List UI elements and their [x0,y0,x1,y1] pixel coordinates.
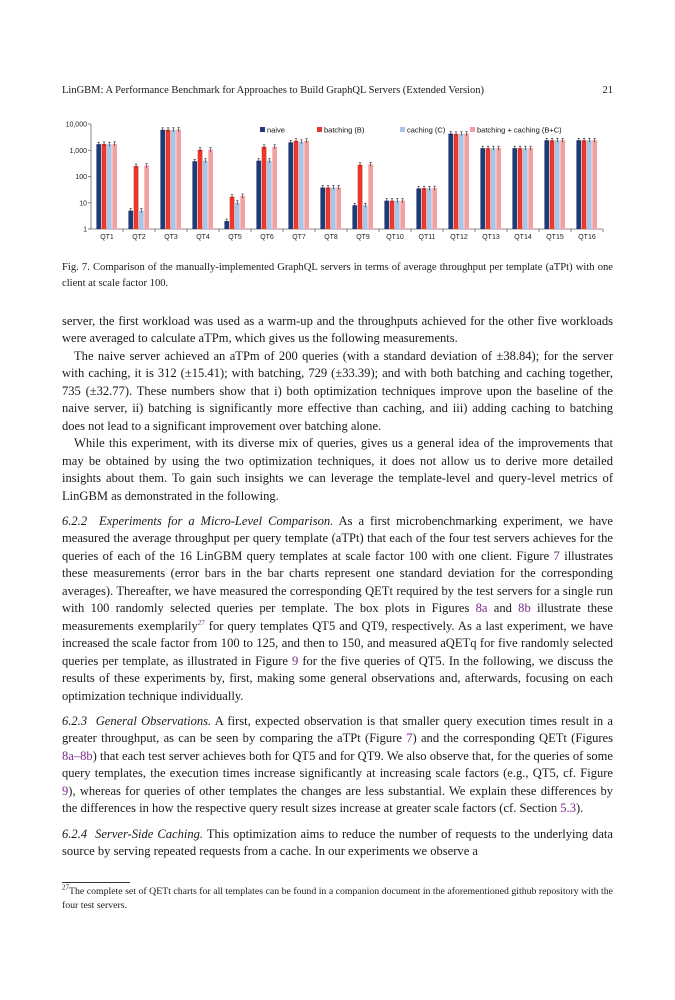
bar-qt14-1 [518,148,523,229]
legend-label: batching + caching (B+C) [477,125,562,135]
figure-ref-link[interactable]: 9 [62,783,69,798]
bar-qt4-0 [192,161,197,229]
section-number: 6.2.2 [62,513,88,528]
bar-qt7-2 [299,142,304,229]
section-number: 6.2.3 [62,713,88,728]
x-tick-label: QT13 [482,234,500,241]
running-head [62,85,613,101]
throughput-chart [62,112,614,252]
section-heading: Server-Side Caching. [95,826,204,841]
bar-qt6-1 [262,147,267,229]
bar-qt14-0 [512,148,517,229]
text-run: for the five queries of QT5. In the following, we discuss the results of these experiments by, first, making some general observations and, afterwards, focusing on each optimization technique individually. [62,653,614,703]
paragraph: The naive server achieved an aTPm of 200 queries (with a standard deviation of ±38.84); for the server with caching, it is 312 (±15.41); with batching, 729 (±33.39); and with both batching and caching together, 735 (±32.77). These numbers show that i) both optimization techniques improve upon the baseline of the naive server, ii) batching is significantly more effective than caching, and iii) adding caching to batching does not lead to a significant improvement over batching alone. [62,348,613,433]
bar-qt14-2 [523,148,528,229]
bar-qt10-0 [384,201,389,229]
figure-ref-link[interactable]: 9 [292,653,299,668]
x-tick-label: QT15 [546,234,564,241]
x-tick-label: QT3 [164,234,178,241]
x-tick-label: QT14 [514,234,532,241]
legend-swatch [260,127,265,132]
x-tick-label: QT16 [578,234,596,241]
section-heading: Experiments for a Micro-Level Comparison. [99,513,334,528]
text-run: ) and the corresponding QETt (Figures [412,731,613,746]
figure-ref-link[interactable]: 8a–8b [62,748,93,763]
bar-qt9-0 [352,205,357,229]
bar-qt16-3 [592,140,597,229]
bar-qt16-0 [576,140,581,229]
bar-qt2-1 [134,166,139,229]
figure-ref-link[interactable]: 8b [518,601,531,616]
bar-qt4-2 [203,161,208,229]
footnote-mark: 27 [62,883,69,892]
bar-qt5-1 [230,197,235,229]
section-6-2-2 [62,513,613,705]
x-tick-label: QT9 [356,234,370,241]
bar-qt15-1 [550,140,555,229]
bar-qt3-0 [160,130,165,229]
bar-qt13-3 [496,148,501,229]
bar-qt11-1 [422,188,427,229]
bar-qt14-3 [528,148,533,229]
text-run: illustrates these measurements (error bars in the bar charts represent one standard deviation for the corresponding averages). Thereafter, we have measured the corresponding QETt required by the test servers for a single run with 100 randomly selected queries per template. The box plots in Figures [62,548,613,616]
bar-qt1-0 [96,144,101,229]
bar-qt4-1 [198,150,203,229]
paragraph: server, the first workload was used as a warm-up and the throughputs achieved for the other five workloads were averaged to calculate aTPm, which gives us the following measurements. [62,314,613,346]
y-tick-label: 100 [75,174,87,181]
bar-qt10-1 [390,201,395,229]
x-tick-label: QT12 [450,234,468,241]
bar-qt11-0 [416,188,421,229]
bar-qt5-3 [240,196,245,229]
bar-qt13-0 [480,148,485,229]
bar-qt12-0 [448,134,453,229]
bar-chart-svg [62,112,614,252]
x-tick-label: QT11 [418,234,436,241]
bar-qt13-1 [486,148,491,229]
legend-label: batching (B) [324,125,365,135]
bar-qt5-2 [235,203,240,229]
bar-qt4-3 [208,150,213,229]
bar-qt3-2 [171,130,176,229]
text-run: and [487,601,519,616]
legend-label: caching (C) [407,125,446,135]
bar-qt6-0 [256,161,261,229]
bar-qt8-1 [326,188,331,229]
bar-qt16-2 [587,140,592,229]
bar-qt8-3 [336,188,341,229]
text-run: This optimization aims to reduce the number of requests to the underlying data source by serving repeated requests from a cache. In our experiments we observe a [62,826,613,859]
text-run: illustrate these measurements exemplarily [62,601,613,633]
paragraph: While this experiment, with its diverse mix of queries, gives us a general idea of the improvements that may be obtained by using the two optimization techniques, it does not allow us to derive more detailed insights about them. To gain such insights we can leverage the template-level and query-level metrics of LinGBM as demonstrated in the following. [62,436,613,503]
bar-qt16-1 [582,140,587,229]
text-run: ). [575,801,584,816]
figure-ref-link[interactable]: 8a [475,601,488,616]
y-tick-label: 10,000 [65,121,87,129]
text-run: As a first microbenchmarking experiment, we have measured the average throughput per query template (aTPt) that each of the four test servers achieves for the queries of each of the 16 LinGBM query templates at scale factor 100 with one client. Figure [62,513,613,563]
section-heading: General Observations. [95,713,212,728]
bar-qt13-2 [491,148,496,229]
bar-qt11-3 [432,188,437,229]
x-tick-label: QT2 [132,234,146,241]
bar-qt9-2 [363,205,368,229]
footnote-ref-link[interactable]: 27 [197,618,205,627]
x-tick-label: QT1 [100,234,114,241]
bar-qt11-2 [427,188,432,229]
section-ref-link[interactable]: 5.3 [560,801,576,816]
legend-swatch [400,127,405,132]
bar-qt1-2 [107,144,112,229]
x-tick-label: QT4 [196,234,210,241]
y-tick-label: 1 [83,226,87,234]
section-number: 6.2.4 [62,826,88,841]
bar-qt12-1 [454,134,459,229]
bar-qt8-0 [320,188,325,229]
paper-title-header: LinGBM: A Performance Benchmark for Approaches to Build GraphQL Servers (Extended Version) [62,85,484,96]
bar-qt15-0 [544,140,549,229]
text-run: ) that each test server achieves both for QT5 and for QT9. We also observe that, for the queries of some query templates, the execution times increase significantly at increasing scale factors (e.g., QT5, cf. Figure [62,748,613,781]
bar-qt15-2 [555,140,560,229]
y-tick-label: 10 [79,200,87,208]
text-run: A first, expected observation is that smaller query execution times result in a greater throughput, as can be seen by comparing the aTPt (Figure [62,713,613,746]
bar-qt10-3 [400,201,405,229]
bar-qt7-1 [294,141,299,229]
x-tick-label: QT5 [228,234,242,241]
y-tick-label: 1,000 [69,147,87,155]
bar-qt1-1 [102,144,107,229]
bar-qt9-3 [368,164,373,229]
footnote-text: The complete set of QETt charts for all templates can be found in a companion document in the aforementioned github repository with the four test servers. [62,886,613,911]
bar-qt10-2 [395,201,400,229]
bar-qt9-1 [358,165,363,229]
section-6-2-4 [62,826,613,861]
figure-caption: Fig. 7. Comparison of the manually-implemented GraphQL servers in terms of average throughput per template (aTPt) with one client at scale factor 100. [62,262,613,289]
footnote-divider [62,882,130,883]
bar-qt3-1 [166,130,171,229]
bar-qt2-3 [144,166,149,229]
bar-qt6-3 [272,147,277,229]
bar-qt7-0 [288,142,293,229]
bar-qt2-2 [139,211,144,229]
text-run: for query templates QT5 and QT9, respectively. As a last experiment, we have increased the scale factor from 100 to 125, and then to 150, and measured aQETq for five randomly selected queries per template, as illustrated in Figure [62,618,613,668]
bar-qt12-2 [459,134,464,229]
section-6-2-3 [62,713,613,818]
figure-ref-link[interactable]: 7 [553,548,560,563]
figure-ref-link[interactable]: 7 [406,731,413,746]
bar-qt8-2 [331,188,336,229]
bar-qt6-2 [267,161,272,229]
bar-qt7-3 [304,141,309,229]
bar-qt12-3 [464,134,469,229]
footnote [62,885,613,913]
bar-qt15-3 [560,140,565,229]
legend-swatch [470,127,475,132]
legend-swatch [317,127,322,132]
page-number: 21 [602,85,613,96]
x-tick-label: QT7 [292,234,306,241]
bar-qt2-0 [128,211,133,229]
bar-qt3-3 [176,130,181,229]
x-tick-label: QT6 [260,234,274,241]
x-tick-label: QT10 [386,234,404,241]
body-text [62,313,613,861]
bar-qt1-3 [112,144,117,229]
text-run: ), whereas for queries of other templates the changes are less substantial. We explain these differences by the differences in how the respective query result sizes increase at greater scale factors (cf. Section [62,783,613,816]
legend-label: naive [267,125,285,135]
x-tick-label: QT8 [324,234,338,241]
